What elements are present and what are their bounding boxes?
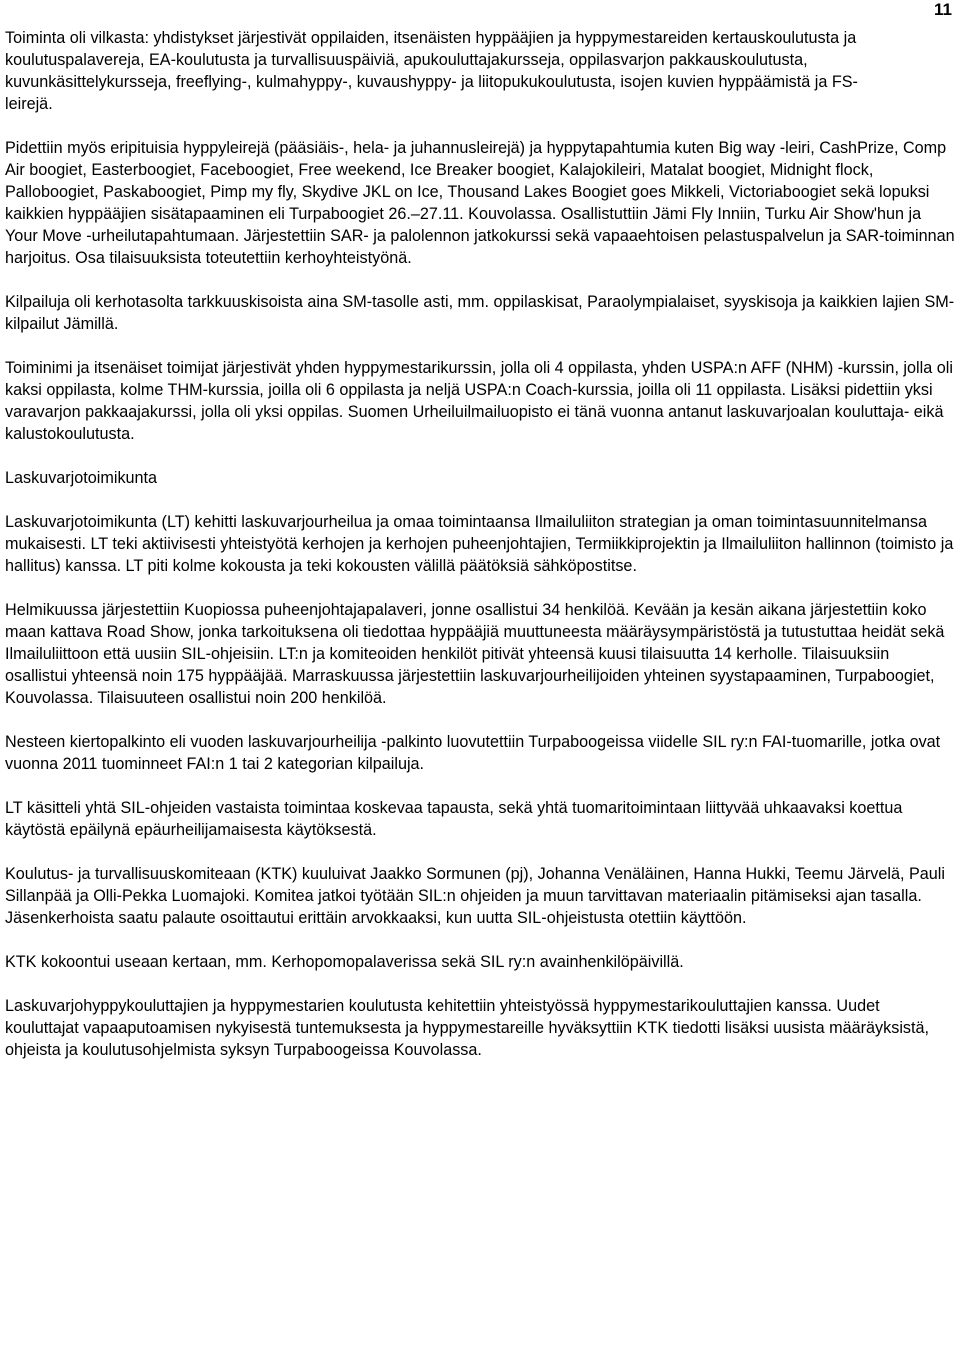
paragraph-ktk-meetings: KTK kokoontui useaan kertaan, mm. Kerhopomopalaverissa sekä SIL ry:n avainhenkilöpäivillä.: [5, 953, 684, 971]
paragraph-instructor-training: Laskuvarjohyppykouluttajien ja hyppymestarien koulutusta kehitettiin yhteistyössä hyppymestarikouluttajien kanssa. Uudet kouluttajat vapaaputoamisen nykyisestä tuntemuksesta ja hyppymestareille hyväksyttiin KTK tiedotti lisäksi uusista määräyksistä, ohjeista ja koulutusohjelmista syksyn Turpaboogeissa Kouvolassa.: [5, 997, 930, 1059]
paragraph-award: Nesteen kiertopalkinto eli vuoden laskuvarjourheilija -palkinto luovutettiin Turpaboogeissa viidelle SIL ry:n FAI-tuomarille, jotka ovat vuonna 2011 tuominneet FAI:n 1 tai 2 kategorian kilpailuja.: [5, 733, 941, 773]
document-body: [5, 27, 955, 1083]
paragraph-meetings: Helmikuussa järjestettiin Kuopiossa puheenjohtajapalaveri, jonne osallistui 34 henkilöä. Kevään ja kesän aikana järjestettiin koko maan kattava Road Show, jonka tarkoituksena oli tiedottaa hyppääjiä muuttuneesta määräysympäristöstä ja tutustuttaa heidät sekä Ilmailuliittoon että uusiin SIL-ohjeisiin. LT:n ja komiteoiden henkilöt pitivät yhteensä kuusi tilaisuutta 14 kerholle. Tilaisuuksiin osallistui yhteensä noin 175 hyppääjää. Marraskuussa järjestettiin laskuvarjourheilijoiden yhteinen syystapaaminen, Turpaboogiet, Kouvolassa. Tilaisuuteen osallistui noin 200 henkilöä.: [5, 601, 945, 707]
paragraph-cases: LT käsitteli yhtä SIL-ohjeiden vastaista toimintaa koskevaa tapausta, sekä yhtä tuomaritoimintaan liittyvää uhkaavaksi koettua käytöstä epäilynä epäurheilijamaisesta käytöksestä.: [5, 799, 903, 839]
paragraph-committee: Laskuvarjotoimikunta (LT) kehitti laskuvarjourheilua ja omaa toimintaansa Ilmailuliiton strategian ja oman toimintasuunnitelmansa mukaisesti. LT teki aktiivisesti yhteistyötä kerhojen ja kerhojen puheenjohtajien, Termiikkiprojektin ja Ilmailuliiton hallinnon (toimisto ja hallitus) kanssa. LT piti kolme kokousta ja teki kokousten välillä päätöksiä sähköpostitse.: [5, 513, 954, 575]
paragraph-competitions: Kilpailuja oli kerhotasolta tarkkuuskisoista aina SM-tasolle asti, mm. oppilaskisat, Paraolympialaiset, syyskisoja ja kaikkien lajien SM-kilpailut Jämillä.: [5, 293, 955, 333]
section-heading: Laskuvarjotoimikunta: [5, 469, 158, 487]
paragraph-activities: Toiminta oli vilkasta: yhdistykset järjestivät oppilaiden, itsenäisten hyppääjien ja hyppymestareiden kertauskoulutusta ja koulutuspalavereja, EA-koulutusta ja turvallisuuspäiviä, apukouluttajakursseja, oppilasvarjon pakkauskoulutusta, kuvunkäsittelykursseja, freeflying-, kulmahyppy-, kuvaushyppy- ja liitopukukoulutusta, isojen kuvien hyppäämistä ja FS-leirejä.: [5, 29, 858, 113]
page-number: 11: [934, 0, 952, 19]
paragraph-camps-events: Pidettiin myös eripituisia hyppyleirejä (pääsiäis-, hela- ja juhannusleirejä) ja hyppytapahtumia kuten Big way -leiri, CashPrize, Comp Air boogiet, Easterboogiet, Faceboogiet, Free weekend, Ice Breaker boogiet, Kalajokileiri, Matalat boogiet, Midnight flock, Palloboogiet, Paskaboogiet, Pimp my fly, Skydive JKL on Ice, Thousand Lakes Boogiet goes Mikkeli, Victoriaboogiet sekä lopuksi kaikkien hyppääjien sisätapaaminen eli Turpaboogiet 26.–27.11. Kouvolassa. Osallistuttiin Jämi Fly Inniin, Turku Air Show'hun ja Your Move -urheilutapahtumaan. Järjestettiin SAR- ja palolennon jatkokurssi sekä vapaaehtoisen pelastuspalvelun ja SAR-toiminnan harjoitus. Osa tilaisuuksista toteutettiin kerhoyhteistyönä.: [5, 139, 955, 267]
paragraph-courses: Toiminimi ja itsenäiset toimijat järjestivät yhden hyppymestarikurssin, jolla oli 4 oppilasta, yhden USPA:n AFF (NHM) -kurssin, jolla oli kaksi oppilasta, kolme THM-kurssia, joilla oli 6 oppilasta ja neljä USPA:n Coach-kurssia, joilla oli 11 oppilasta. Lisäksi pidettiin yksi varavarjon pakkaajakurssi, jolla oli yksi oppilas. Suomen Urheiluilmailuopisto ei tänä vuonna antanut laskuvarjoalan kouluttaja- eikä kalustokoulutusta.: [5, 359, 953, 443]
paragraph-ktk-members: Koulutus- ja turvallisuuskomiteaan (KTK) kuuluivat Jaakko Sormunen (pj), Johanna Venäläinen, Hanna Hukki, Teemu Järvelä, Pauli Sillanpää ja Olli-Pekka Luomajoki. Komitea jatkoi työtään SIL:n ohjeiden ja muun tarvittavan materiaalin pitämiseksi ajan tasalla. Jäsenkerhoista saatu palaute osoittautui erittäin arvokkaaksi, kun uutta SIL-ohjeistusta otettiin käyttöön.: [5, 865, 945, 927]
